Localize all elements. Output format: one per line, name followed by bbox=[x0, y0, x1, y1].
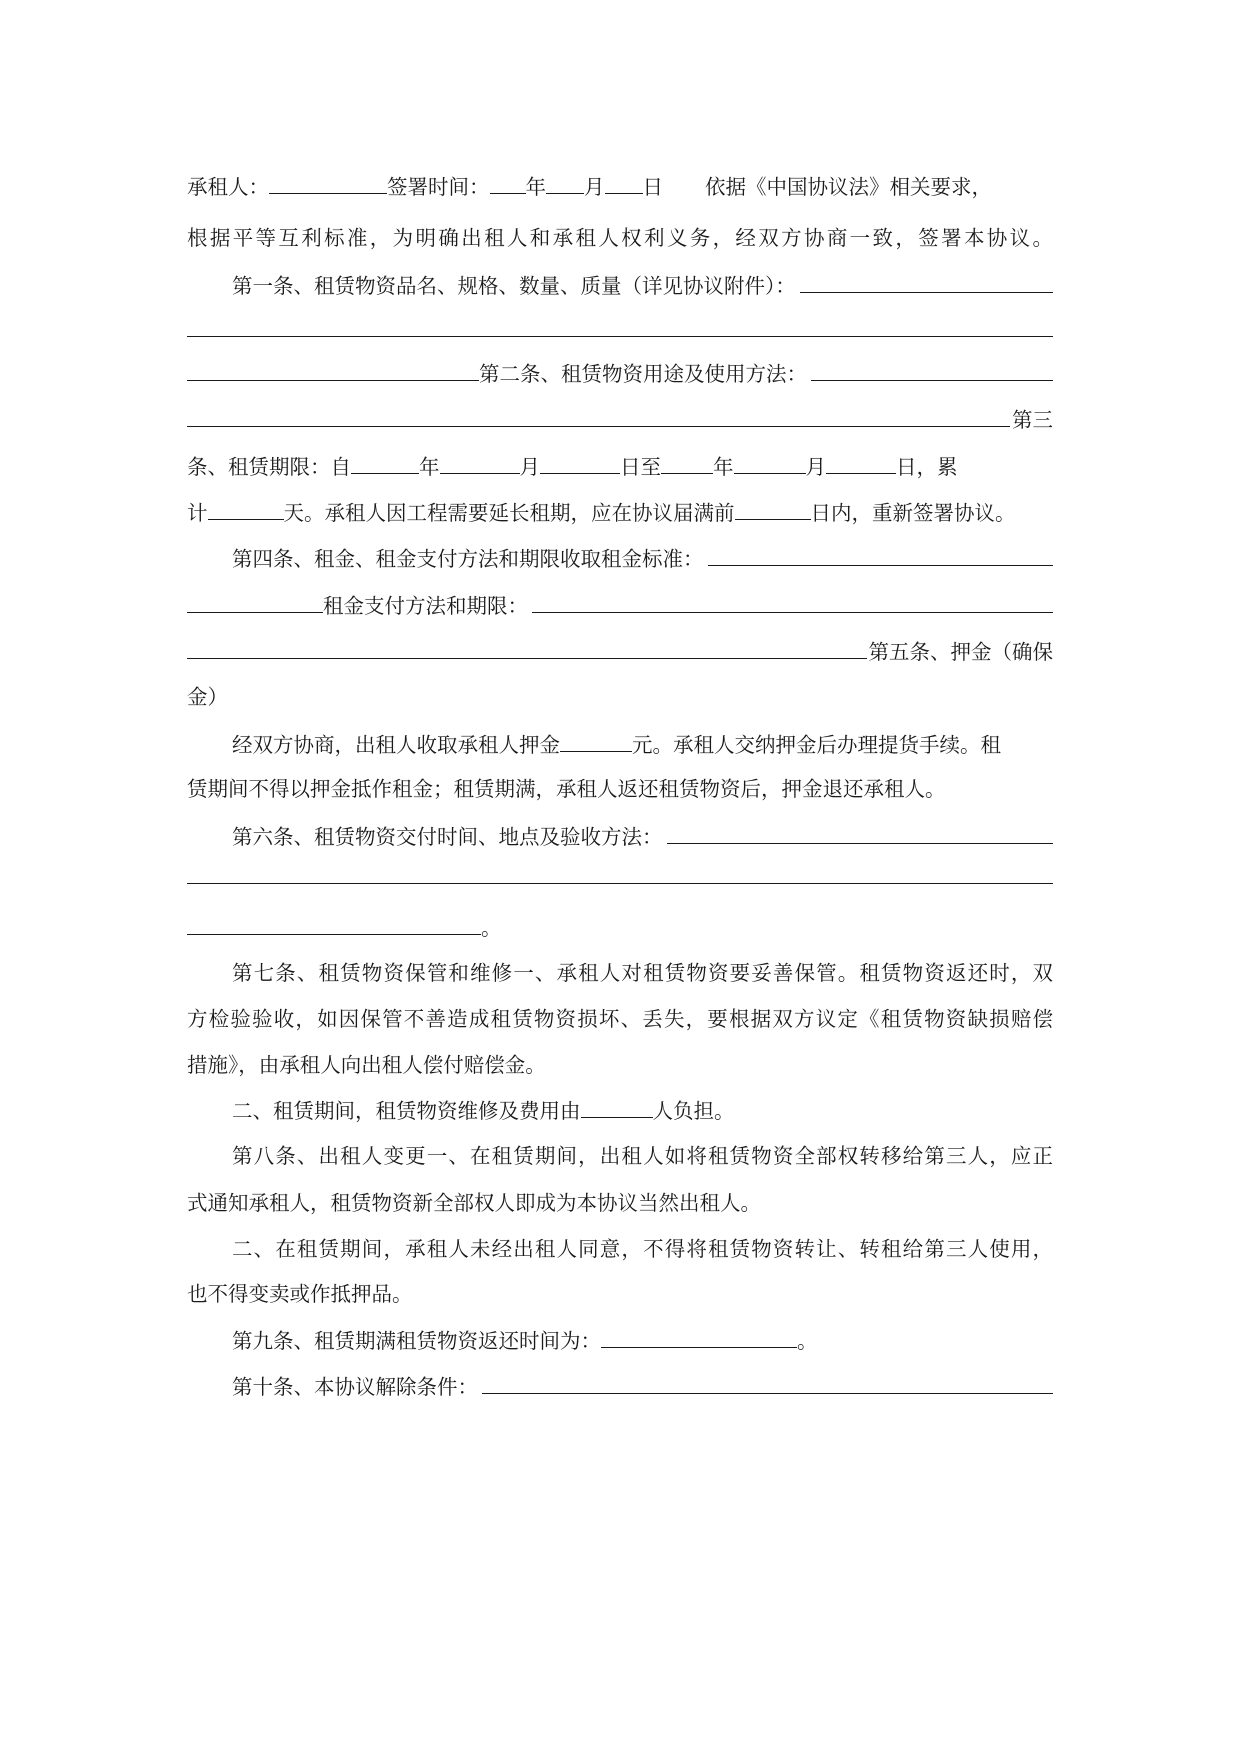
lease-term-line bbox=[187, 451, 1053, 481]
rent-payment-label: 租金支付方法和期限： bbox=[323, 594, 528, 618]
to-label: 日至 bbox=[620, 455, 661, 479]
total-label: 计 bbox=[187, 501, 208, 525]
year-label: 年 bbox=[525, 175, 546, 199]
preamble-line: 根据平等互利标准，为明确出租人和承租人权利义务，经双方协商一致，签署本协议。 bbox=[187, 226, 1053, 250]
article-2-lead-blank bbox=[187, 358, 479, 381]
total-days-blank bbox=[208, 497, 284, 520]
rent-payment-cont-blank bbox=[187, 636, 867, 659]
article-5-text: 第五条、押金（确保 bbox=[868, 640, 1053, 664]
to-year-blank bbox=[661, 451, 713, 474]
article-9-line bbox=[232, 1325, 1053, 1355]
article-1-line bbox=[232, 270, 1053, 300]
day-blank bbox=[605, 171, 643, 194]
deposit-amount-blank bbox=[560, 729, 632, 752]
extension-text: 天。承租人因工程需要延长租期，应在协议届满前 bbox=[283, 501, 735, 525]
from-year-label: 年 bbox=[419, 455, 440, 479]
deposit-line bbox=[232, 729, 1053, 759]
article-4-text: 第四条、租金、租金支付方法和期限收取租金标准： bbox=[232, 547, 704, 571]
lessee-blank bbox=[269, 171, 387, 194]
article-7-line-3: 措施》，由承租人向出租人偿付赔偿金。 bbox=[187, 1053, 546, 1077]
maintenance-party-blank bbox=[581, 1095, 653, 1118]
delivery-blank-line bbox=[187, 882, 1053, 884]
from-month-label: 月 bbox=[519, 455, 540, 479]
from-month-blank bbox=[440, 451, 520, 474]
article-10-line bbox=[232, 1371, 1053, 1401]
to-day-label: 日，累 bbox=[896, 455, 958, 479]
extension-days-blank bbox=[735, 497, 811, 520]
article-7-line-2: 方检验验收，如因保管不善造成租赁物资损坏、丢失，要根据双方议定《租赁物资缺损赔偿 bbox=[187, 1007, 1053, 1031]
rent-standard-blank bbox=[708, 543, 1054, 566]
rent-payment-blank bbox=[532, 590, 1053, 613]
delivery-cont-blank bbox=[187, 912, 481, 935]
article-9-text: 第九条、租赁期满租赁物资返还时间为： bbox=[232, 1329, 601, 1353]
to-month-label: 月 bbox=[805, 455, 826, 479]
article-10-text: 第十条、本协议解除条件： bbox=[232, 1375, 478, 1399]
legal-basis-text: 依据《中国协议法》相关要求， bbox=[705, 175, 992, 199]
article-8-item-2: 二、在租赁期间，承租人未经出租人同意，不得将租赁物资转让、转租给第三人使用， bbox=[232, 1237, 1053, 1261]
article-1-blank bbox=[800, 270, 1053, 293]
article-7-line: 第七条、租赁物资保管和维修一、承租人对租赁物资要妥善保管。租赁物资返还时，双 bbox=[232, 961, 1053, 985]
article-8-line: 第八条、出租人变更一、在租赁期间，出租人如将租赁物资全部权转移给第三人，应正 bbox=[232, 1144, 1053, 1168]
article-6-period: 。 bbox=[481, 916, 502, 940]
signing-time-label: 签署时间： bbox=[387, 175, 490, 199]
maintenance-end-text: 人负担。 bbox=[652, 1099, 735, 1123]
article-9-period: 。 bbox=[797, 1329, 818, 1353]
return-time-blank bbox=[601, 1325, 797, 1348]
deposit-text: 经双方协商，出租人收取承租人押金 bbox=[232, 733, 560, 757]
delivery-blank bbox=[667, 821, 1054, 844]
maintenance-text: 二、租赁期间，租赁物资维修及费用由 bbox=[232, 1099, 581, 1123]
deposit-line-2: 赁期间不得以押金抵作租金；租赁期满，承租人返还租赁物资后，押金退还承租人。 bbox=[187, 777, 946, 801]
article-5-line bbox=[187, 636, 1053, 666]
to-day-blank bbox=[826, 451, 896, 474]
extension-line bbox=[187, 497, 1053, 527]
article-6-text: 第六条、租赁物资交付时间、地点及验收方法： bbox=[232, 825, 663, 849]
article-6-line bbox=[232, 821, 1053, 851]
deposit-text-2: 元。承租人交纳押金后办理提货手续。租 bbox=[632, 733, 1001, 757]
to-month-blank bbox=[734, 451, 806, 474]
lease-term-label: 条、租赁期限：自 bbox=[187, 455, 351, 479]
lessee-label: 承租人： bbox=[187, 175, 269, 199]
article-8-line-2: 式通知承租人，租赁物资新全部权人即成为本协议当然出租人。 bbox=[187, 1191, 761, 1215]
article-6-end-line bbox=[187, 912, 1053, 942]
day-label: 日 bbox=[642, 175, 663, 199]
article-2-cont-blank bbox=[187, 404, 1010, 427]
article-2-line bbox=[187, 358, 1053, 388]
termination-blank bbox=[482, 1371, 1053, 1394]
article-1-blank-line bbox=[187, 335, 1053, 337]
month-blank bbox=[546, 171, 584, 194]
extension-end-text: 日内，重新签署协议。 bbox=[810, 501, 1016, 525]
month-label: 月 bbox=[584, 175, 605, 199]
to-year-label: 年 bbox=[713, 455, 734, 479]
article-2-text: 第二条、租赁物资用途及使用方法： bbox=[479, 362, 807, 386]
article-5-end-line: 金） bbox=[187, 685, 228, 709]
rent-standard-cont-blank bbox=[187, 590, 323, 613]
article-3-start-text: 第三 bbox=[1012, 408, 1053, 432]
from-year-blank bbox=[351, 451, 419, 474]
year-blank bbox=[490, 171, 526, 194]
article-3-start-line bbox=[187, 404, 1053, 434]
article-8-item-2-end: 也不得变卖或作抵押品。 bbox=[187, 1282, 413, 1306]
from-day-blank bbox=[540, 451, 620, 474]
article-2-blank bbox=[811, 358, 1053, 381]
lessee-signing-line bbox=[187, 171, 1053, 201]
rent-payment-line bbox=[187, 590, 1053, 620]
article-1-text: 第一条、租赁物资品名、规格、数量、质量（详见协议附件）： bbox=[232, 274, 796, 298]
article-4-line bbox=[232, 543, 1053, 573]
maintenance-line bbox=[232, 1095, 1053, 1125]
